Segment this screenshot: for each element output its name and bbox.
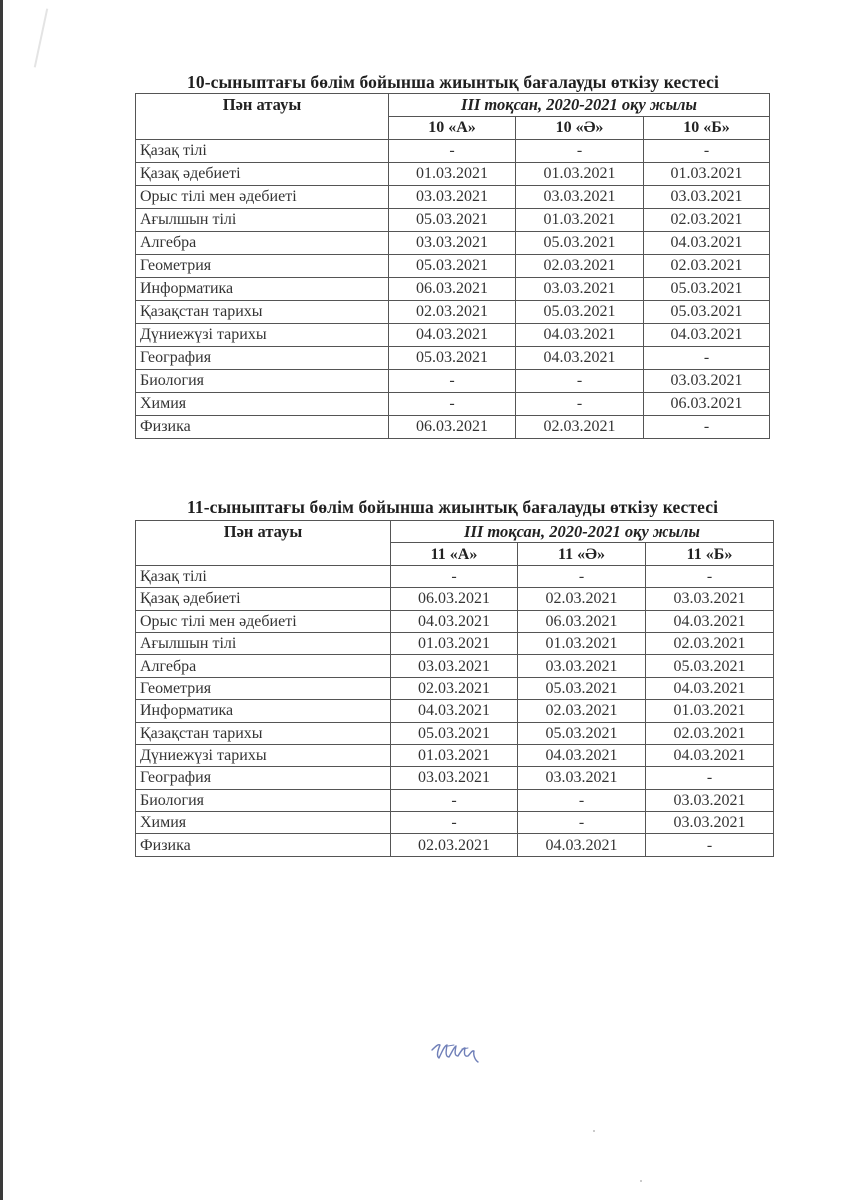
table-row (136, 700, 774, 722)
date-cell: 05.03.2021 (389, 347, 516, 370)
subject-cell: Биология (136, 370, 389, 393)
date-cell: 04.03.2021 (518, 744, 646, 766)
subject-cell: Дүниежүзі тарихы (136, 324, 389, 347)
date-cell: 05.03.2021 (516, 301, 644, 324)
date-cell: 02.03.2021 (646, 632, 774, 654)
date-cell: 05.03.2021 (646, 655, 774, 677)
date-cell: 01.03.2021 (644, 163, 770, 186)
subject-cell: Қазақстан тарихы (136, 301, 389, 324)
date-cell: 04.03.2021 (644, 232, 770, 255)
period-header: III тоқсан, 2020-2021 оқу жылы (389, 94, 770, 117)
date-cell: 06.03.2021 (644, 393, 770, 416)
subject-cell: Информатика (136, 700, 391, 722)
date-cell: - (391, 565, 518, 587)
subject-cell: Орыс тілі мен әдебиеті (136, 610, 391, 632)
date-cell: 01.03.2021 (518, 632, 646, 654)
date-cell: 04.03.2021 (391, 700, 518, 722)
subject-cell: Геометрия (136, 677, 391, 699)
date-cell: 02.03.2021 (516, 416, 644, 439)
date-cell: 06.03.2021 (389, 416, 516, 439)
date-cell: 02.03.2021 (516, 255, 644, 278)
date-cell: - (518, 812, 646, 834)
subject-column-header: Пән атауы (136, 521, 391, 566)
date-cell: - (646, 767, 774, 789)
date-cell: 02.03.2021 (518, 588, 646, 610)
subject-cell: Химия (136, 812, 391, 834)
subject-cell: Орыс тілі мен әдебиеті (136, 186, 389, 209)
date-cell: 03.03.2021 (644, 186, 770, 209)
table-row (136, 393, 770, 416)
date-cell: 01.03.2021 (646, 700, 774, 722)
subject-cell: Биология (136, 789, 391, 811)
table-row (136, 588, 774, 610)
subject-cell: Қазақ әдебиеті (136, 163, 389, 186)
date-cell: - (646, 565, 774, 587)
date-cell: 04.03.2021 (644, 324, 770, 347)
subject-cell: Химия (136, 393, 389, 416)
date-cell: 04.03.2021 (516, 324, 644, 347)
subject-cell: Қазақ тілі (136, 140, 389, 163)
subject-cell: Информатика (136, 278, 389, 301)
table-row (136, 370, 770, 393)
date-cell: 03.03.2021 (646, 789, 774, 811)
subject-cell: География (136, 347, 389, 370)
date-cell: 03.03.2021 (516, 278, 644, 301)
date-cell: - (516, 393, 644, 416)
date-cell: - (391, 789, 518, 811)
date-cell: - (389, 370, 516, 393)
table-row (136, 140, 770, 163)
subject-cell: Геометрия (136, 255, 389, 278)
table-row (136, 163, 770, 186)
date-cell: - (518, 789, 646, 811)
table-row (136, 186, 770, 209)
date-cell: 02.03.2021 (646, 722, 774, 744)
table-title-grade-11: 11-сыныптағы бөлім бойынша жиынтық бағалауды өткізу кестесі (187, 497, 719, 517)
subject-column-header: Пән атауы (136, 94, 389, 140)
date-cell: 01.03.2021 (391, 632, 518, 654)
date-cell: 03.03.2021 (644, 370, 770, 393)
table-row (136, 834, 774, 856)
subject-cell: Алгебра (136, 232, 389, 255)
date-cell: 05.03.2021 (516, 232, 644, 255)
date-cell: - (389, 140, 516, 163)
date-cell: 01.03.2021 (389, 163, 516, 186)
table-row (136, 812, 774, 834)
table-row (136, 565, 774, 587)
subject-cell: Физика (136, 834, 391, 856)
subject-cell: Физика (136, 416, 389, 439)
date-cell: - (391, 812, 518, 834)
date-cell: - (646, 834, 774, 856)
date-cell: 02.03.2021 (518, 700, 646, 722)
subject-cell: Ағылшын тілі (136, 209, 389, 232)
table-row (136, 255, 770, 278)
schedule-table-grade-11 (135, 520, 774, 857)
class-column-header: 10 «Ә» (516, 117, 644, 140)
subject-cell: Дүниежүзі тарихы (136, 744, 391, 766)
date-cell: 05.03.2021 (644, 278, 770, 301)
date-cell: 02.03.2021 (391, 834, 518, 856)
date-cell: 04.03.2021 (646, 744, 774, 766)
date-cell: - (644, 347, 770, 370)
date-cell: - (518, 565, 646, 587)
date-cell: 03.03.2021 (516, 186, 644, 209)
subject-cell: Қазақ тілі (136, 565, 391, 587)
schedule-table-grade-10 (135, 93, 770, 439)
table-row (136, 655, 774, 677)
subject-cell: Қазақстан тарихы (136, 722, 391, 744)
date-cell: 02.03.2021 (644, 255, 770, 278)
period-header: III тоқсан, 2020-2021 оқу жылы (391, 521, 774, 543)
table-row (136, 232, 770, 255)
date-cell: 01.03.2021 (391, 744, 518, 766)
date-cell: 04.03.2021 (646, 677, 774, 699)
table-row (136, 278, 770, 301)
date-cell: 03.03.2021 (389, 186, 516, 209)
class-column-header: 10 «Б» (644, 117, 770, 140)
date-cell: 05.03.2021 (518, 677, 646, 699)
date-cell: 06.03.2021 (391, 588, 518, 610)
table-row (136, 722, 774, 744)
subject-cell: Алгебра (136, 655, 391, 677)
table-row (136, 632, 774, 654)
table-body (136, 565, 774, 856)
table-row (136, 789, 774, 811)
signature-icon (428, 1036, 488, 1066)
scan-speck (640, 1180, 642, 1182)
date-cell: - (516, 140, 644, 163)
date-cell: 01.03.2021 (516, 209, 644, 232)
table-row (136, 209, 770, 232)
table-row (136, 416, 770, 439)
date-cell: 05.03.2021 (518, 722, 646, 744)
date-cell: 06.03.2021 (518, 610, 646, 632)
date-cell: 02.03.2021 (389, 301, 516, 324)
table-row (136, 301, 770, 324)
scan-artifact (34, 8, 48, 67)
table-body (136, 140, 770, 439)
date-cell: 05.03.2021 (389, 255, 516, 278)
date-cell: 03.03.2021 (646, 588, 774, 610)
date-cell: 03.03.2021 (646, 812, 774, 834)
table-title-grade-10: 10-сыныптағы бөлім бойынша жиынтық бағалауды өткізу кестесі (187, 72, 719, 92)
date-cell: - (644, 416, 770, 439)
date-cell: - (516, 370, 644, 393)
subject-cell: География (136, 767, 391, 789)
date-cell: 06.03.2021 (389, 278, 516, 301)
subject-cell: Қазақ әдебиеті (136, 588, 391, 610)
date-cell: 04.03.2021 (518, 834, 646, 856)
date-cell: 02.03.2021 (391, 677, 518, 699)
date-cell: - (644, 140, 770, 163)
class-column-header: 11 «Б» (646, 543, 774, 565)
date-cell: 01.03.2021 (516, 163, 644, 186)
date-cell: 03.03.2021 (391, 655, 518, 677)
scan-page-edge (0, 0, 3, 1200)
date-cell: 04.03.2021 (391, 610, 518, 632)
date-cell: 04.03.2021 (516, 347, 644, 370)
date-cell: 04.03.2021 (389, 324, 516, 347)
scan-speck (593, 1130, 595, 1132)
subject-cell: Ағылшын тілі (136, 632, 391, 654)
class-column-header: 11 «Ә» (518, 543, 646, 565)
date-cell: 05.03.2021 (391, 722, 518, 744)
date-cell: 03.03.2021 (389, 232, 516, 255)
table-row (136, 744, 774, 766)
table-row (136, 324, 770, 347)
date-cell: 04.03.2021 (646, 610, 774, 632)
date-cell: 03.03.2021 (391, 767, 518, 789)
date-cell: - (389, 393, 516, 416)
class-column-header: 10 «А» (389, 117, 516, 140)
date-cell: 02.03.2021 (644, 209, 770, 232)
table-row (136, 767, 774, 789)
table-row (136, 677, 774, 699)
date-cell: 03.03.2021 (518, 655, 646, 677)
date-cell: 05.03.2021 (389, 209, 516, 232)
date-cell: 05.03.2021 (644, 301, 770, 324)
date-cell: 03.03.2021 (518, 767, 646, 789)
class-column-header: 11 «А» (391, 543, 518, 565)
table-row (136, 347, 770, 370)
table-row (136, 610, 774, 632)
